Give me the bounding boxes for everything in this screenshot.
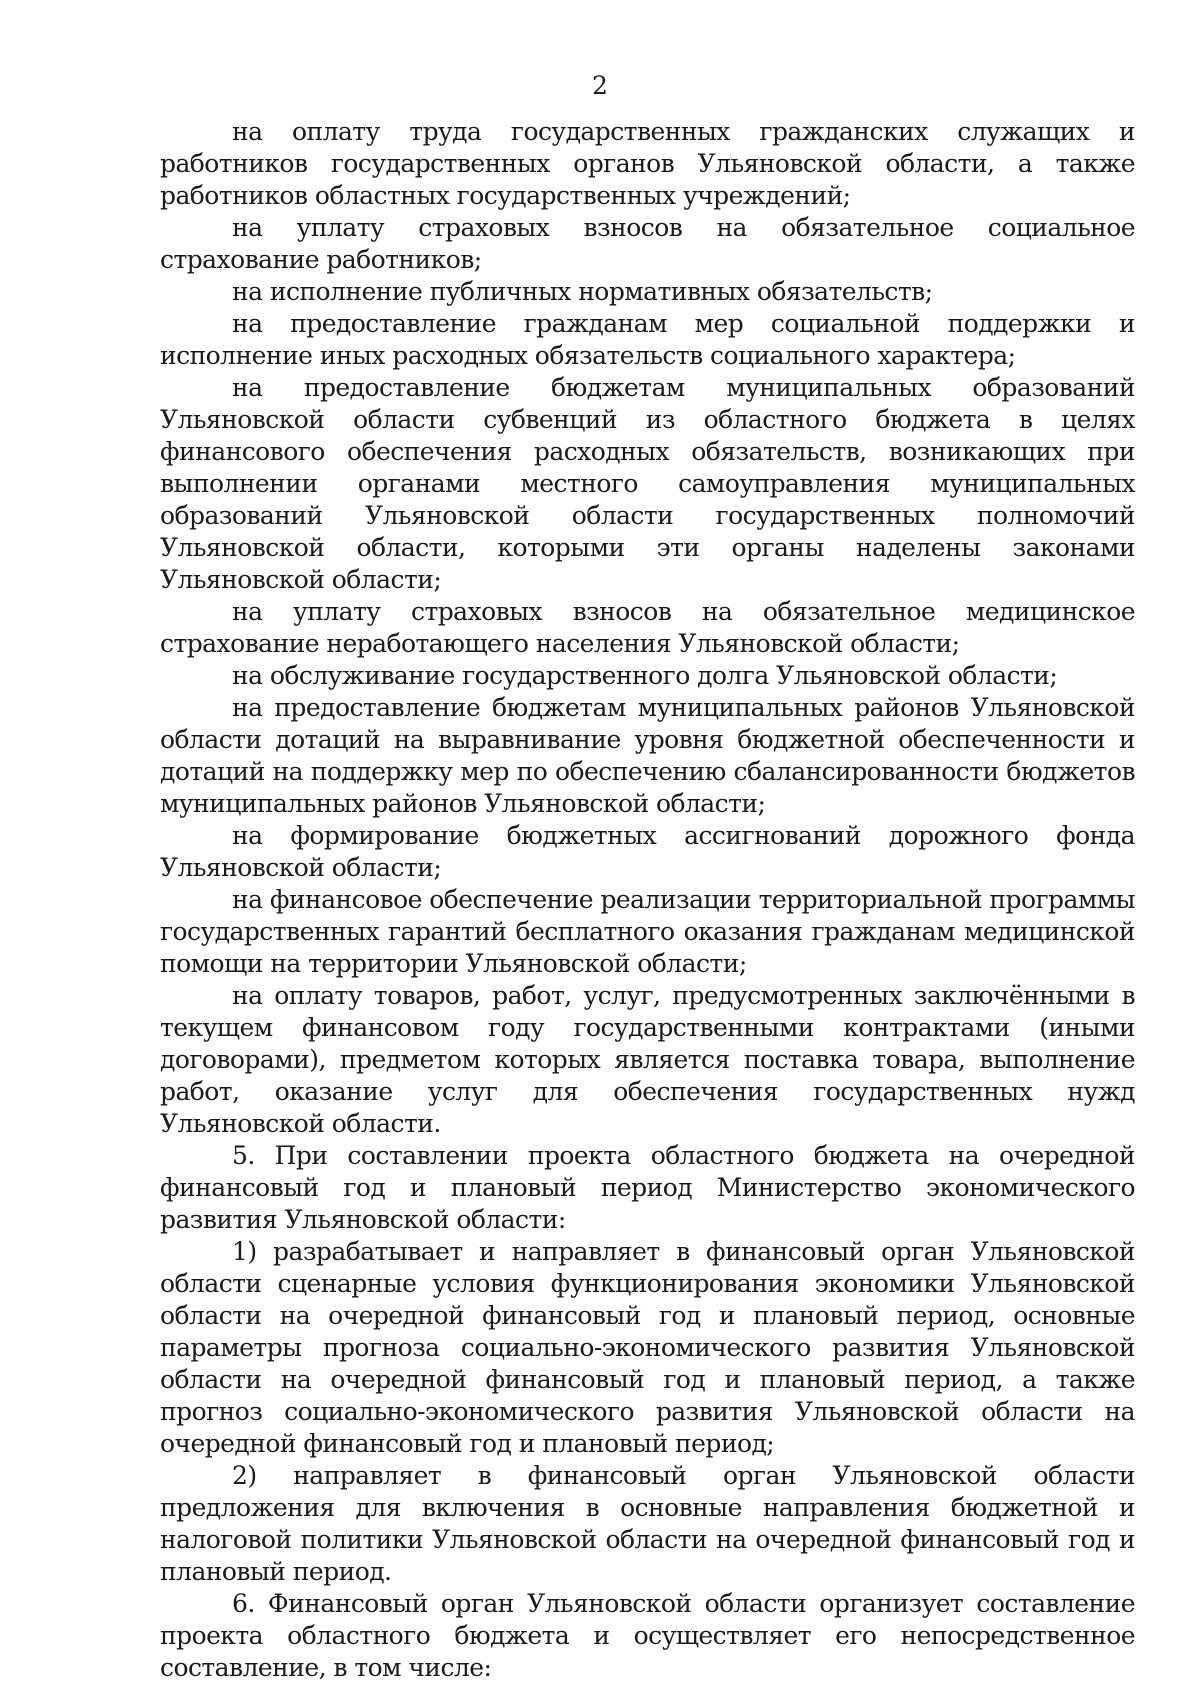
paragraph-social-support: на предоставление гражданам мер социальной поддержки и исполнение иных расходных обязательств социального характера;	[160, 309, 1135, 370]
paragraph-subitem-2: 2) направляет в финансовый орган Ульяновской области предложения для включения в основные направления бюджетной и налоговой политики Ульяновской области на очередной финансовый год и плановый период.	[160, 1461, 1135, 1586]
paragraph-debt-service: на обслуживание государственного долга Ульяновской области;	[232, 661, 1058, 690]
page-number: 2	[592, 71, 608, 100]
paragraph-labor-payment: на оплату труда государственных гражданских служащих и работников государственных органов Ульяновской области, а также работников областных государственных учреждений;	[160, 117, 1135, 210]
paragraph-social-insurance: на уплату страховых взносов на обязательное социальное страхование работников;	[160, 213, 1135, 274]
paragraph-subventions: на предоставление бюджетам муниципальных образований Ульяновской области субвенций из областного бюджета в целях финансового обеспечения расходных обязательств, возникающих при выполнении органами местного самоуправления муниципальных образований Ульяновской области государственных полномочий Ульяновской области, которыми эти органы наделены законами Ульяновской области;	[160, 373, 1135, 594]
paragraph-item-5: 5. При составлении проекта областного бюджета на очередной финансовый год и плановый период Министерство экономического развития Ульяновской области:	[160, 1141, 1135, 1234]
paragraph-subsidies: на предоставление бюджетам муниципальных районов Ульяновской области дотаций на выравнивание уровня бюджетной обеспеченности и дотаций на поддержку мер по обеспечению сбалансированности бюджетов муниципальных районов Ульяновской области;	[160, 693, 1135, 818]
document-body	[160, 116, 1135, 1684]
paragraph-contracts: на оплату товаров, работ, услуг, предусмотренных заключёнными в текущем финансовом году государственными контрактами (иными договорами), предметом которых является поставка товара, выполнение работ, оказание услуг для обеспечения государственных нужд Ульяновской области.	[160, 981, 1135, 1138]
paragraph-road-fund: на формирование бюджетных ассигнований дорожного фонда Ульяновской области;	[160, 821, 1135, 882]
paragraph-item-6: 6. Финансовый орган Ульяновской области организует составление проекта областного бюджета и осуществляет его непосредственное составление, в том числе:	[160, 1589, 1135, 1682]
paragraph-subitem-1: 1) разрабатывает и направляет в финансовый орган Ульяновской области сценарные условия функционирования экономики Ульяновской области на очередной финансовый год и плановый период, основные параметры прогноза социально-экономического развития Ульяновской области на очередной финансовый год и плановый период, а также прогноз социально-экономического развития Ульяновской области на очередной финансовый год и плановый период;	[160, 1237, 1135, 1458]
paragraph-medical-program: на финансовое обеспечение реализации территориальной программы государственных гарантий бесплатного оказания гражданам медицинской помощи на территории Ульяновской области;	[160, 885, 1135, 978]
paragraph-medical-insurance: на уплату страховых взносов на обязательное медицинское страхование неработающего населения Ульяновской области;	[160, 597, 1135, 658]
paragraph-public-obligations: на исполнение публичных нормативных обязательств;	[232, 277, 933, 306]
